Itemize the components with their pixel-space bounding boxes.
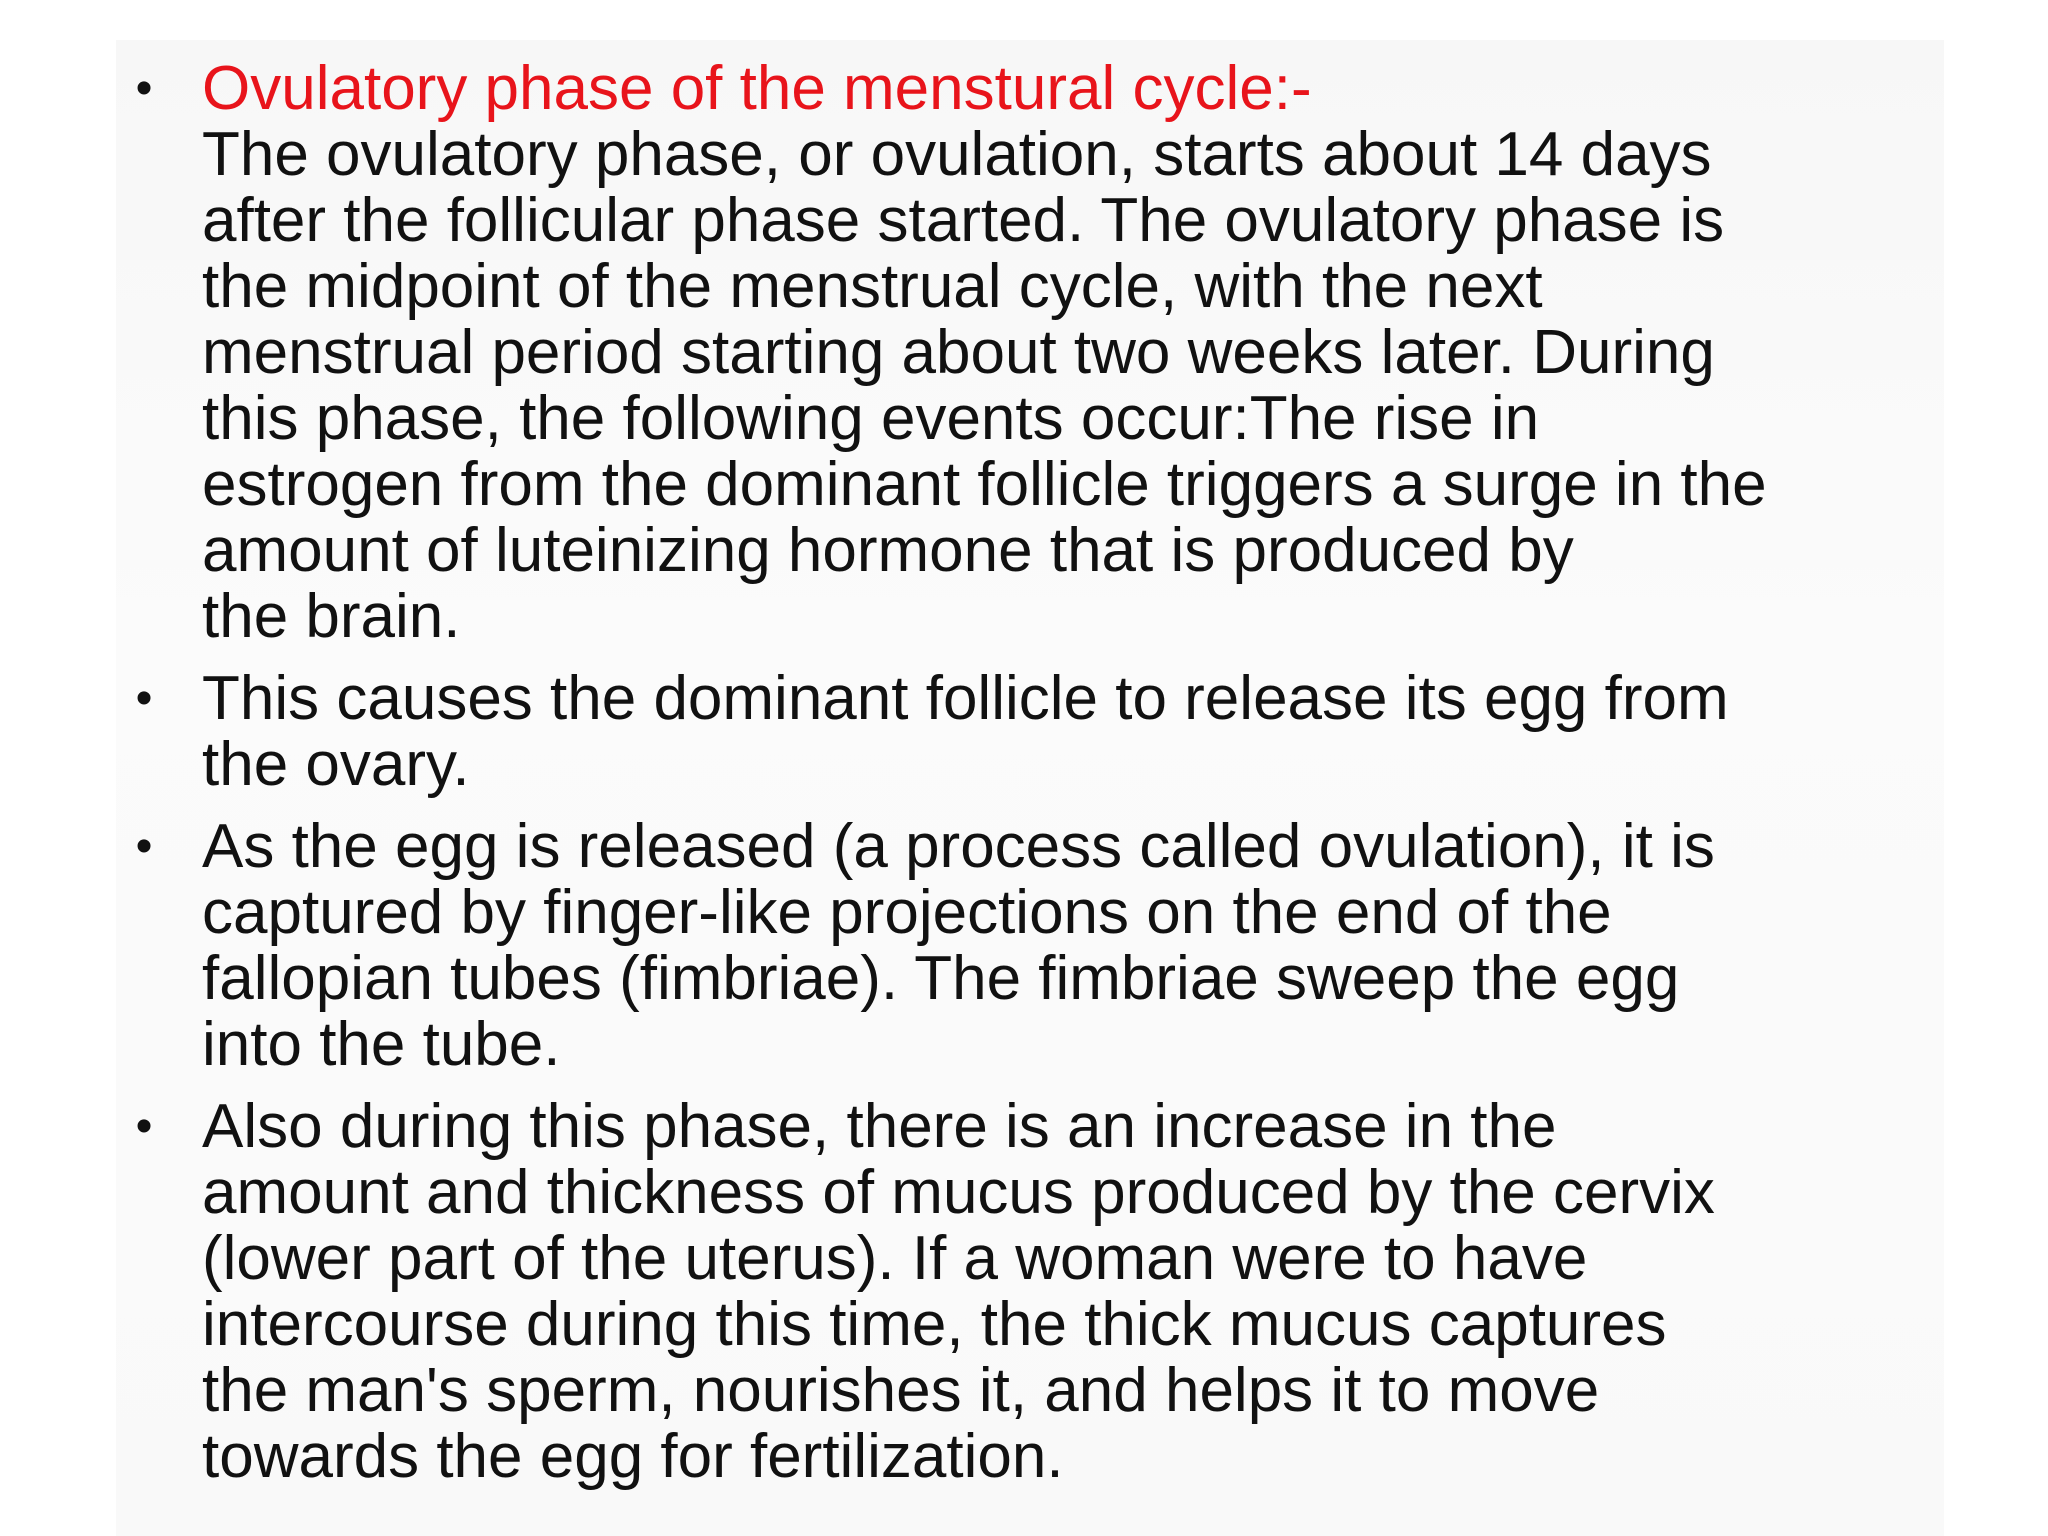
bullet-text-line: This causes the dominant follicle to release its egg from (202, 664, 1729, 733)
bullet-list (124, 56, 1964, 1506)
bullet-icon: • (135, 1100, 153, 1153)
bullet-item-ovulation-capture (124, 814, 1964, 1078)
bullet-icon: • (135, 672, 153, 725)
bullet-text-line: amount and thickness of mucus produced by the cervix (202, 1158, 1715, 1227)
bullet-text-line: the man's sperm, nourishes it, and helps it to move (202, 1356, 1600, 1425)
bullet-text-line: (lower part of the uterus). If a woman were to have (202, 1224, 1588, 1293)
bullet-text-line: the midpoint of the menstrual cycle, with the next (202, 252, 1543, 321)
bullet-item-ovulatory-phase (124, 56, 1964, 650)
bullet-item-egg-release (124, 666, 1964, 798)
bullet-item-cervical-mucus (124, 1094, 1964, 1490)
bullet-icon: • (135, 820, 153, 873)
bullet-text-line: this phase, the following events occur:The rise in (202, 384, 1540, 453)
bullet-text-line: towards the egg for fertilization. (202, 1422, 1064, 1491)
bullet-text-line: the brain. (202, 582, 461, 651)
bullet-text-line: captured by finger-like projections on the end of the (202, 878, 1612, 947)
bullet-text-line: intercourse during this time, the thick mucus captures (202, 1290, 1667, 1359)
bullet-text-line: the ovary. (202, 730, 470, 799)
bullet-text-line: As the egg is released (a process called ovulation), it is (202, 812, 1715, 881)
bullet-icon: • (135, 62, 153, 115)
bullet-text-line: menstrual period starting about two weeks later. During (202, 318, 1715, 387)
bullet-text-line: estrogen from the dominant follicle triggers a surge in the (202, 450, 1767, 519)
bullet-text-line: fallopian tubes (fimbriae). The fimbriae sweep the egg (202, 944, 1680, 1013)
bullet-text-line: amount of luteinizing hormone that is produced by (202, 516, 1574, 585)
bullet-text-line: The ovulatory phase, or ovulation, starts about 14 days (202, 120, 1712, 189)
bullet-text-line: after the follicular phase started. The ovulatory phase is (202, 186, 1725, 255)
bullet-heading: Ovulatory phase of the menstural cycle:- (202, 54, 1312, 123)
bullet-text-line: Also during this phase, there is an increase in the (202, 1092, 1557, 1161)
bullet-text-line: into the tube. (202, 1010, 561, 1079)
